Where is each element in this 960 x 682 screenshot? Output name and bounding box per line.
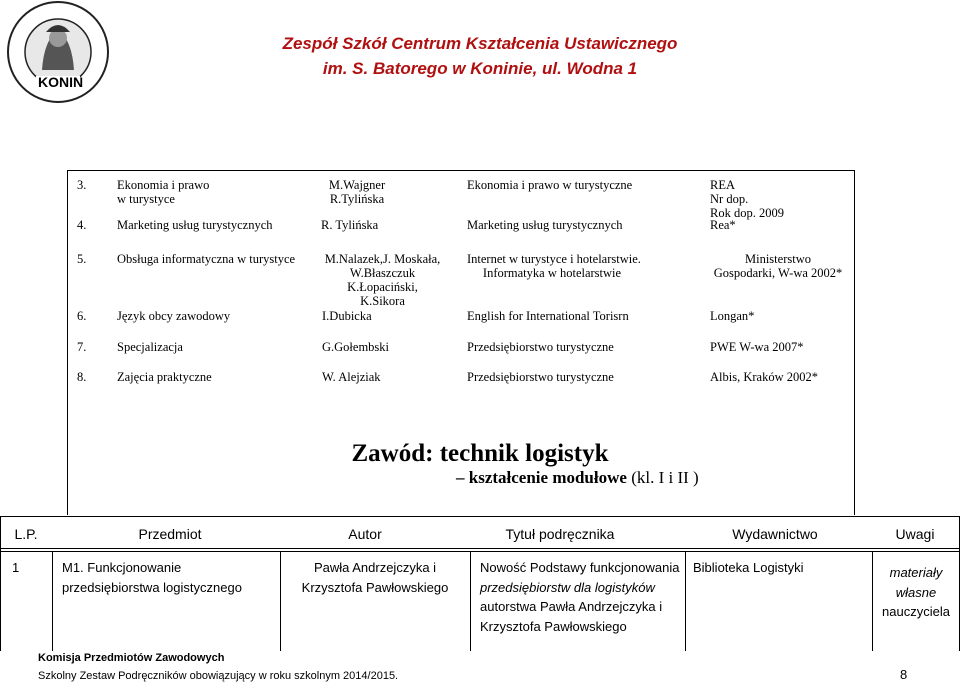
table-col-line bbox=[280, 551, 281, 651]
table-header-bottom-border bbox=[0, 548, 960, 549]
prev-table-top-border bbox=[67, 170, 854, 171]
logo-city: KONIN bbox=[38, 74, 84, 90]
row-title: English for International Torisrn bbox=[467, 309, 629, 323]
row-title: Marketing usług turystycznych bbox=[467, 218, 623, 232]
row-publisher: Longan* bbox=[710, 309, 755, 323]
table-col-line bbox=[685, 551, 686, 651]
title-line-italic: przedsiębiorstw dla logistyków bbox=[480, 579, 655, 595]
school-address: im. S. Batorego w Koninie, ul. Wodna 1 bbox=[322, 59, 638, 78]
footer-committee: Komisja Przedmiotów Zawodowych bbox=[38, 652, 225, 664]
row-publisher: Albis, Kraków 2002* bbox=[710, 370, 818, 384]
notes-rest: nauczyciela bbox=[882, 604, 950, 619]
row-title: Ekonomia i prawo w turystyczne bbox=[467, 178, 633, 192]
row-subject: Zajęcia praktyczne bbox=[117, 370, 212, 384]
notes-italic: materiały własne bbox=[889, 565, 943, 600]
row-number: 4. bbox=[77, 218, 87, 232]
row-number: 3. bbox=[77, 178, 87, 192]
school-logo bbox=[2, 0, 114, 104]
row-number: 5. bbox=[77, 252, 87, 266]
title-line-1: Nowość Podstawy funkcjonowania bbox=[480, 560, 680, 575]
row-author: I.Dubicka bbox=[322, 309, 372, 323]
row-subject: Obsługa informatyczna w turystyce bbox=[117, 252, 296, 266]
col-header-subject: Przedmiot bbox=[138, 526, 202, 542]
cell-title bbox=[480, 558, 680, 636]
row-title: Internet w turystyce i hotelarstwie. Informatyka w hotelarstwie bbox=[467, 252, 641, 280]
row-author: R. Tylińska bbox=[321, 218, 379, 232]
col-header-author: Autor bbox=[348, 526, 382, 542]
school-name: Zespół Szkół Centrum Kształcenia Ustawicznego bbox=[282, 34, 678, 53]
cell-author: Pawła Andrzejczyka i Krzysztofa Pawłowskiego bbox=[301, 560, 449, 595]
table-col-line bbox=[52, 551, 53, 651]
title-line-3: autorstwa Pawła Andrzejczyka i Krzysztofa Pawłowskiego bbox=[480, 599, 663, 634]
section-title: Zawód: technik logistyk bbox=[351, 440, 609, 467]
page-number: 8 bbox=[900, 667, 908, 682]
col-header-publisher: Wydawnictwo bbox=[732, 526, 818, 542]
row-title: Przedsiębiorstwo turystyczne bbox=[467, 340, 614, 354]
row-author: M.Wajgner R.Tylińska bbox=[328, 178, 386, 206]
row-publisher: REA Nr dop. Rok dop. 2009 bbox=[710, 178, 784, 220]
subtitle-rest: (kl. I i II ) bbox=[626, 468, 699, 487]
table-col-line bbox=[0, 516, 1, 651]
row-subject: Specjalizacja bbox=[117, 340, 183, 354]
row-author: G.Gołembski bbox=[322, 340, 390, 354]
section-subtitle bbox=[456, 468, 699, 488]
cell-notes bbox=[876, 563, 956, 622]
cell-subject: M1. Funkcjonowanie przedsiębiorstwa logistycznego bbox=[62, 560, 242, 595]
row-subject: Język obcy zawodowy bbox=[117, 309, 231, 323]
col-header-title: Tytuł podręcznika bbox=[505, 526, 615, 542]
row-author: M.Nalazek,J. Moskała, W.Błaszczuk K.Łopaciński, K.Sikora bbox=[324, 252, 441, 308]
row-number: 8. bbox=[77, 370, 87, 384]
cell-no: 1 bbox=[12, 560, 20, 575]
row-subject: Ekonomia i prawo w turystyce bbox=[117, 178, 210, 206]
row-publisher: Rea* bbox=[710, 218, 736, 232]
row-subject: Marketing usług turystycznych bbox=[117, 218, 273, 232]
footer-set: Szkolny Zestaw Podręczników obowiązujący w roku szkolnym 2014/2015. bbox=[38, 670, 399, 682]
col-header-lp: L.P. bbox=[14, 526, 38, 542]
row-number: 7. bbox=[77, 340, 87, 354]
cell-publisher: Biblioteka Logistyki bbox=[693, 560, 804, 575]
col-header-notes: Uwagi bbox=[895, 526, 935, 542]
table-col-line bbox=[872, 551, 873, 651]
row-author: W. Alejziak bbox=[322, 370, 381, 384]
row-number: 6. bbox=[77, 309, 87, 323]
row-publisher: PWE W-wa 2007* bbox=[710, 340, 804, 354]
subtitle-bold: – kształcenie modułowe bbox=[456, 468, 627, 487]
row-title: Przedsiębiorstwo turystyczne bbox=[467, 370, 614, 384]
table-top-border bbox=[0, 516, 960, 517]
table-row-top-border bbox=[0, 551, 960, 552]
table-col-line bbox=[470, 551, 471, 651]
row-publisher: Ministerstwo Gospodarki, W-wa 2002* bbox=[713, 252, 843, 280]
